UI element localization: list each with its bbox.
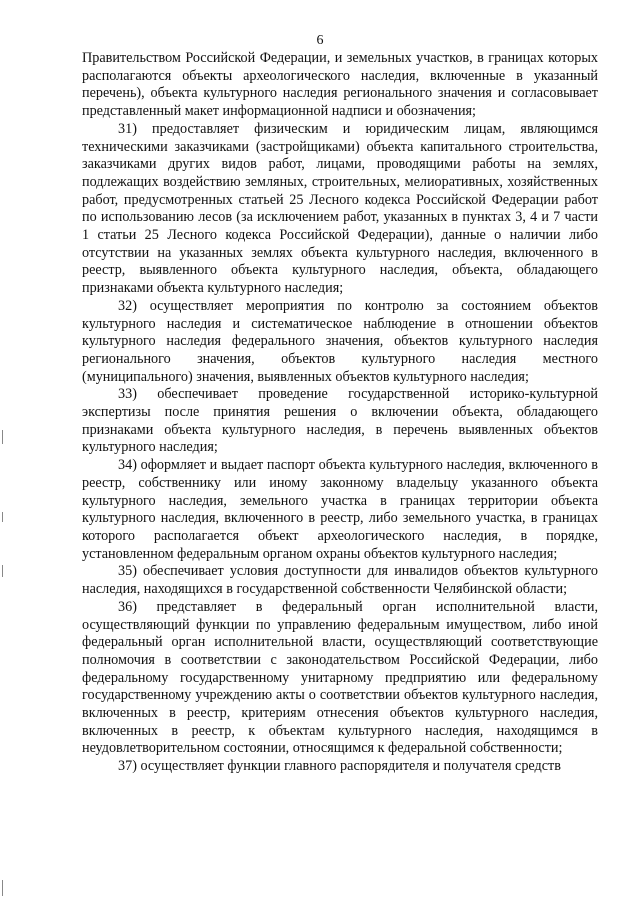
paragraph-item-31: 31) предоставляет физическим и юридическим лицам, являющимся техническими заказчиками (застройщиками) объекта капитального строительства, заказчиками других видов работ, лицами, проводящими работы на землях, подлежащих воздействию земляных, строительных, мелиоративных, хозяйственных работ, предусмотренных статьей 25 Лесного кодекса Российской Федерации работ по использованию лесов (за исключением работ, указанных в пунктах 3, 4 и 7 части 1 статьи 25 Лесного кодекса Российской Федерации), данные о наличии либо отсутствии на указанных землях объекта культурного наследия, включенного в реестр, выявленного объекта культурного наследия, объекта, обладающего признаками объекта культурного наследия; (82, 120, 598, 297)
document-body (82, 50, 598, 776)
margin-mark (2, 430, 3, 444)
page-number: 6 (316, 33, 324, 48)
paragraph-item-34: 34) оформляет и выдает паспорт объекта культурного наследия, включенного в реестр, собственнику или иному законному владельцу указанного объекта культурного наследия, земельного участка в границах территории объекта культурного наследия, включенного в реестр, либо земельного участка, в границах которого располагается объект археологического наследия, в порядке, установленном федеральным органом охраны объектов культурного наследия; (82, 457, 598, 562)
paragraph-item-36: 36) представляет в федеральный орган исполнительной власти, осуществляющий функции по управлению федеральным имуществом, либо иной федеральный орган исполнительной власти, осуществляющий соответствующие полномочия в соответствии с законодательством Российской Федерации, либо федеральному государственному унитарному предприятию или федеральному государственному учреждению акты о соответствии объектов культурного наследия, включенных в реестр, критериям отнесения объектов культурного наследия, включенных в реестр, к объектам культурного наследия, находящимся в неудовлетворительном состоянии, относящимся к федеральной собственности; (82, 598, 598, 757)
paragraph-item-35: 35) обеспечивает условия доступности для инвалидов объектов культурного наследия, находящихся в государственной собственности Челябинской области; (82, 563, 598, 598)
margin-mark (2, 880, 3, 896)
paragraph-continuation: Правительством Российской Федерации, и земельных участков, в границах которых располагаются объекты археологического наследия, включенные в указанный перечень), объекта культурного наследия регионального значения и согласовывает представленный макет информационной надписи и обозначения; (82, 50, 598, 120)
paragraph-item-37: 37) осуществляет функции главного распорядителя и получателя средств (118, 758, 561, 775)
margin-mark (2, 512, 3, 522)
paragraph-item-33: 33) обеспечивает проведение государственной историко-культурной экспертизы после принятия решения о включении объекта, обладающего признаками объекта культурного наследия, в перечень выявленных объектов культурного наследия; (82, 386, 598, 456)
margin-mark (2, 565, 3, 577)
paragraph-item-32: 32) осуществляет мероприятия по контролю за состоянием объектов культурного наследия и систематическое наблюдение в отношении объектов культурного наследия федерального значения, объектов культурного наследия регионального значения, объектов культурного наследия местного (муниципального) значения, выявленных объектов культурного наследия; (82, 297, 598, 385)
